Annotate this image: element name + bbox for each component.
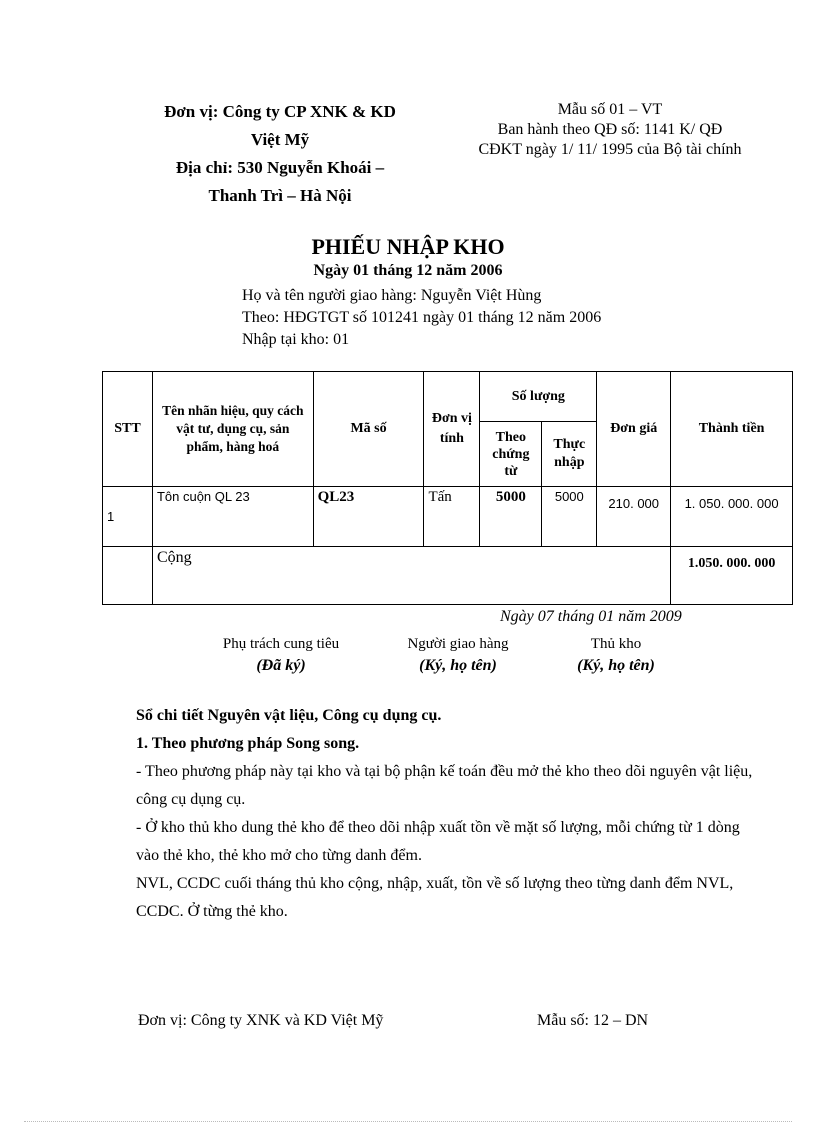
unit-address-block: [130, 98, 430, 210]
bottom-divider: [24, 1121, 792, 1122]
header-qty-actual: Thực nhập: [542, 422, 597, 487]
total-label: Cộng: [152, 547, 670, 605]
row-qty-actual: 5000: [542, 487, 597, 547]
unit-line-1: Đơn vị: Công ty CP XNK & KD: [164, 102, 396, 121]
row-unit-price: 210. 000: [597, 487, 671, 547]
row-code: QL23: [313, 487, 424, 547]
total-amount: 1.050. 000. 000: [671, 547, 793, 605]
address-line-1: Địa chỉ: 530 Nguyễn Khoái –: [175, 158, 385, 177]
deliverer-line: Họ và tên người giao hàng: Nguyễn Việt Hùng: [242, 287, 542, 304]
document-date: Ngày 01 tháng 12 năm 2006: [313, 262, 503, 279]
footer-unit: Đơn vị: Công ty XNK và KD Việt Mỹ: [138, 1012, 384, 1029]
section-heading: Sổ chi tiết Nguyên vật liệu, Công cụ dụng cụ.: [136, 707, 442, 724]
header-qty-per-document: Theo chứng từ: [480, 422, 542, 487]
invoice-line: Theo: HĐGTGT số 101241 ngày 01 tháng 12 năm 2006: [242, 309, 602, 326]
header-quantity: Số lượng: [480, 372, 597, 422]
header-amount: Thành tiền: [671, 372, 793, 487]
footer-form-number: Mẫu số: 12 – DN: [537, 1012, 649, 1029]
signature-note: (Ký, họ tên): [577, 657, 655, 674]
signature-note: (Ký, họ tên): [419, 657, 497, 674]
paragraph-2: - Ở kho thủ kho dung thẻ kho để theo dõi nhập xuất tồn về mặt số lượng, mỗi chứng từ 1 dòng vào thẻ kho, thẻ kho mở cho từng danh đểm.: [136, 819, 740, 864]
signature-note: (Đã ký): [256, 657, 306, 674]
row-qty-per-document: 5000: [480, 487, 542, 547]
signature-role: Phụ trách cung tiêu: [222, 636, 340, 652]
signature-role: Thủ kho: [590, 636, 642, 652]
signature-purchasing: [196, 636, 366, 675]
form-number-block: [440, 100, 780, 160]
signature-storekeeper: [560, 636, 672, 675]
signature-date: Ngày 07 tháng 01 năm 2009: [500, 608, 682, 625]
table-row: [103, 487, 793, 547]
row-unit: Tấn: [424, 487, 480, 547]
unit-line-2: Việt Mỹ: [250, 130, 310, 149]
warehouse-line: Nhập tại kho: 01: [242, 331, 350, 348]
header-unit: Đơn vị tính: [424, 372, 480, 487]
form-line-2: Ban hành theo QĐ số: 1141 K/ QĐ: [497, 121, 723, 138]
document-title: PHIẾU NHẬP KHO: [311, 234, 505, 259]
paragraph-1: - Theo phương pháp này tại kho và tại bộ phận kế toán đều mở thẻ kho theo dõi nguyên vật liệu, công cụ dụng cụ.: [136, 763, 753, 808]
total-empty-cell: [103, 547, 153, 605]
receipt-table: [102, 371, 793, 605]
signature-deliverer: [386, 636, 530, 675]
signature-role: Người giao hàng: [407, 636, 509, 652]
form-line-3: CĐKT ngày 1/ 11/ 1995 của Bộ tài chính: [478, 141, 742, 158]
row-amount: 1. 050. 000. 000: [671, 487, 793, 547]
row-stt: 1: [103, 487, 153, 547]
address-line-2: Thanh Trì – Hà Nội: [208, 186, 352, 205]
method-heading: 1. Theo phương pháp Song song.: [136, 735, 360, 752]
row-item-name: Tôn cuộn QL 23: [152, 487, 313, 547]
header-unit-price: Đơn giá: [597, 372, 671, 487]
total-row: [103, 547, 793, 605]
header-item-name: Tên nhãn hiệu, quy cách vật tư, dụng cụ, sản phẩm, hàng hoá: [152, 372, 313, 487]
form-line-1: Mẫu số 01 – VT: [557, 101, 663, 118]
paragraph-3: NVL, CCDC cuối tháng thủ kho cộng, nhập, xuất, tồn về số lượng theo từng danh đểm NVL, CCDC. Ở từng thẻ kho.: [136, 875, 734, 920]
header-code: Mã số: [313, 372, 424, 487]
header-stt: STT: [103, 372, 153, 487]
